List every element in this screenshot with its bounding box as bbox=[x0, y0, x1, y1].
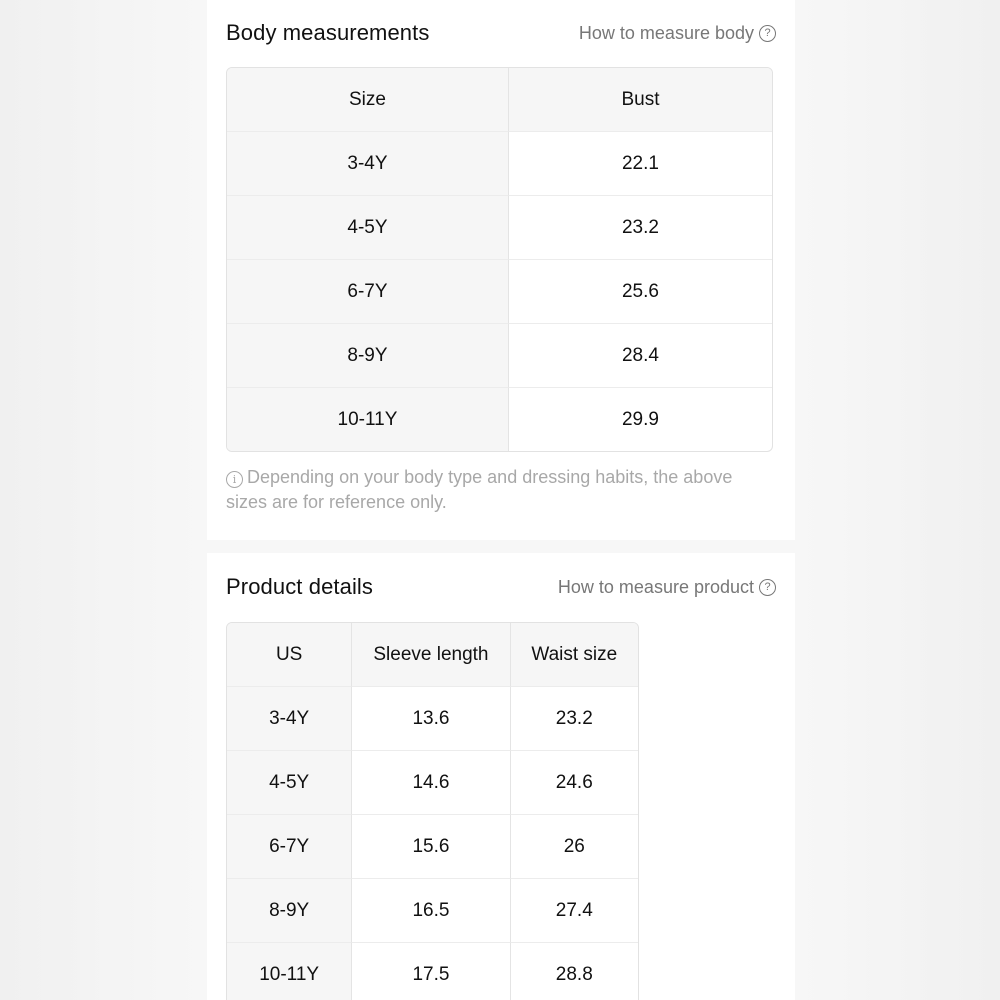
table-header-row bbox=[227, 68, 772, 132]
column-header-size: Size bbox=[227, 68, 508, 132]
sleeve-length-cell: 17.5 bbox=[351, 943, 509, 1000]
table-row bbox=[227, 196, 772, 260]
reference-note bbox=[226, 465, 746, 515]
body-measurements-card bbox=[207, 0, 795, 540]
size-cell: 10-11Y bbox=[227, 388, 508, 451]
product-details-card bbox=[207, 553, 795, 1000]
body-measurements-header bbox=[226, 16, 776, 50]
question-circle-icon: ? bbox=[759, 579, 776, 596]
how-to-measure-product-label: How to measure product bbox=[557, 576, 754, 597]
us-size-cell: 8-9Y bbox=[227, 879, 351, 943]
column-header-waist-size: Waist size bbox=[510, 623, 638, 687]
table-header-row bbox=[227, 623, 638, 687]
table-row bbox=[227, 879, 638, 943]
question-circle-icon: ? bbox=[759, 25, 776, 42]
info-circle-icon: i bbox=[226, 471, 243, 488]
table-row bbox=[227, 815, 638, 879]
sleeve-length-cell: 16.5 bbox=[351, 879, 509, 943]
table-row bbox=[227, 132, 772, 196]
how-to-measure-product-link[interactable] bbox=[558, 577, 776, 598]
waist-size-cell: 24.6 bbox=[510, 751, 638, 815]
bust-cell: 25.6 bbox=[508, 260, 772, 324]
body-measurements-table bbox=[226, 67, 773, 452]
us-size-cell: 4-5Y bbox=[227, 751, 351, 815]
column-header-bust: Bust bbox=[508, 68, 772, 132]
waist-size-cell: 27.4 bbox=[510, 879, 638, 943]
how-to-measure-body-link[interactable] bbox=[579, 23, 776, 44]
sleeve-length-cell: 14.6 bbox=[351, 751, 509, 815]
sleeve-length-cell: 15.6 bbox=[351, 815, 509, 879]
bust-cell: 22.1 bbox=[508, 132, 772, 196]
how-to-measure-body-label: How to measure body bbox=[578, 22, 754, 43]
waist-size-cell: 26 bbox=[510, 815, 638, 879]
table-row bbox=[227, 687, 638, 751]
us-size-cell: 3-4Y bbox=[227, 687, 351, 751]
product-details-title: Product details bbox=[226, 574, 374, 599]
reference-note-text: Depending on your body type and dressing habits, the above sizes are for reference only. bbox=[226, 467, 733, 512]
table-row bbox=[227, 943, 638, 1000]
size-cell: 4-5Y bbox=[227, 196, 508, 260]
table-row bbox=[227, 388, 772, 451]
bust-cell: 23.2 bbox=[508, 196, 772, 260]
table-row bbox=[227, 260, 772, 324]
table-row bbox=[227, 324, 772, 388]
product-details-header bbox=[226, 570, 776, 604]
waist-size-cell: 28.8 bbox=[510, 943, 638, 1000]
waist-size-cell: 23.2 bbox=[510, 687, 638, 751]
size-cell: 3-4Y bbox=[227, 132, 508, 196]
bust-cell: 29.9 bbox=[508, 388, 772, 451]
bust-cell: 28.4 bbox=[508, 324, 772, 388]
column-header-us: US bbox=[227, 623, 351, 687]
body-measurements-title: Body measurements bbox=[226, 20, 430, 45]
product-details-table bbox=[226, 622, 639, 1000]
size-cell: 6-7Y bbox=[227, 260, 508, 324]
table-row bbox=[227, 751, 638, 815]
sleeve-length-cell: 13.6 bbox=[351, 687, 509, 751]
size-cell: 8-9Y bbox=[227, 324, 508, 388]
column-header-sleeve-length: Sleeve length bbox=[351, 623, 509, 687]
us-size-cell: 6-7Y bbox=[227, 815, 351, 879]
us-size-cell: 10-11Y bbox=[227, 943, 351, 1000]
